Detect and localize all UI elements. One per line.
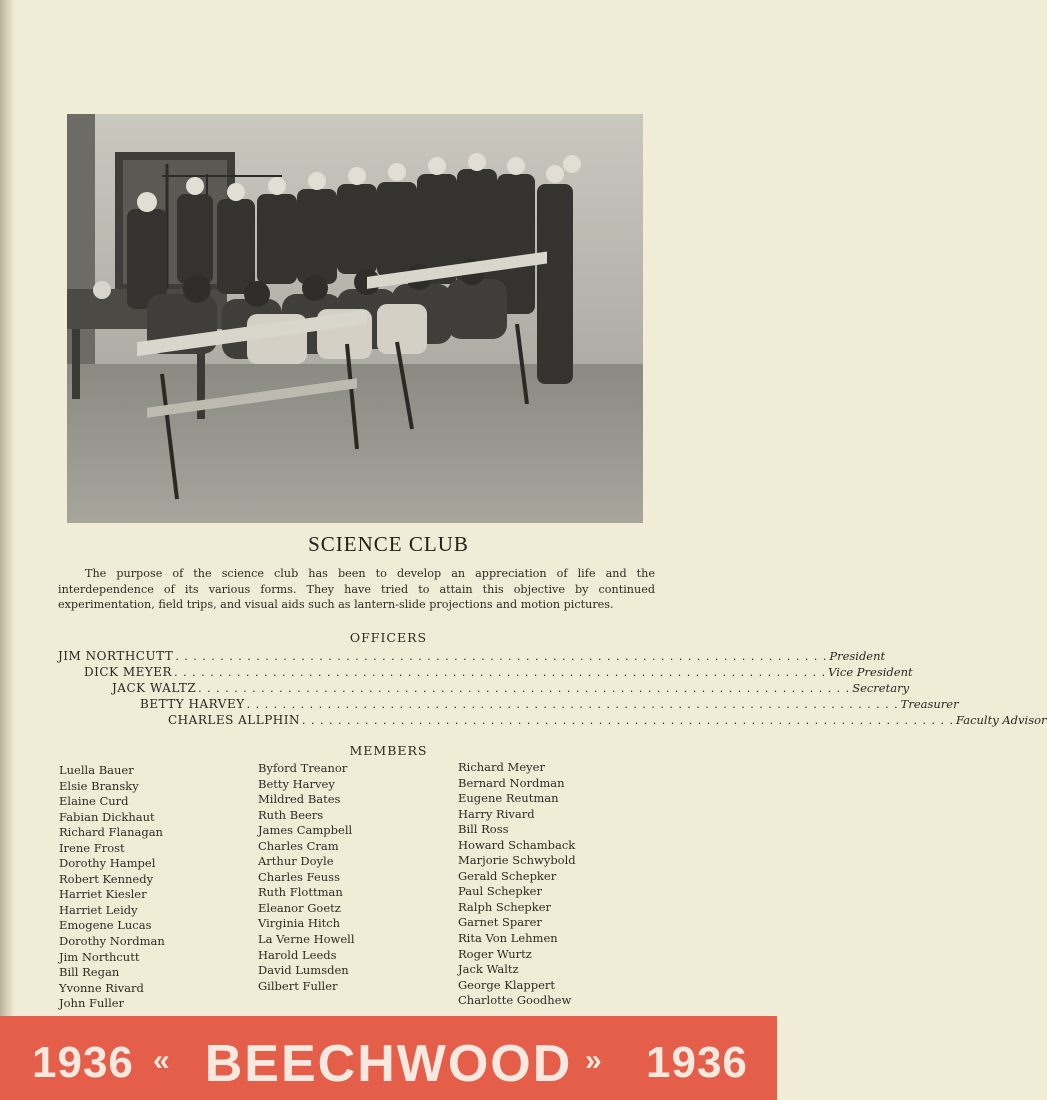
page-title: SCIENCE CLUB <box>308 532 469 556</box>
member-name: Gerald Schepker <box>458 868 557 883</box>
member-name: La Verne Howell <box>258 932 355 947</box>
member-name: Ruth Flottman <box>258 885 343 900</box>
member-name: Mildred Bates <box>258 792 341 807</box>
member-name: Charles Cram <box>258 838 339 853</box>
member-name: James Campbell <box>258 823 353 838</box>
leader-dots: . . . . . . . . . . . . . . . . . . . . . . . . . . . . . . . . . . . . . . . . . . . . . . . . . . . . . . . . . . . . . . . . . . . . . . . . . <box>302 714 955 727</box>
leader-dots: . . . . . . . . . . . . . . . . . . . . . . . . . . . . . . . . . . . . . . . . . . . . . . . . . . . . . . . . . . . . . . . . . . . . . . . . . <box>246 698 899 711</box>
leader-dots: . . . . . . . . . . . . . . . . . . . . . . . . . . . . . . . . . . . . . . . . . . . . . . . . . . . . . . . . . . . . . . . . . . . . . . . . . <box>175 650 828 663</box>
officer-row <box>140 697 959 713</box>
member-name: David Lumsden <box>258 963 349 978</box>
officer-name: CHARLES ALLPHIN <box>168 713 300 727</box>
member-name: Virginia Hitch <box>258 916 341 931</box>
member-name: Emogene Lucas <box>59 918 152 933</box>
member-name: Arthur Doyle <box>258 854 334 869</box>
officer-row <box>112 681 910 697</box>
member-name: Ralph Schepker <box>458 899 552 914</box>
member-name: Charlotte Goodhew <box>458 993 572 1008</box>
member-name: Harriet Leidy <box>59 902 138 917</box>
yearbook-footer-band <box>0 1016 777 1100</box>
member-name: Howard Schamback <box>458 837 576 852</box>
member-name: Byford Treanor <box>258 761 348 775</box>
member-name: Harold Leeds <box>258 947 337 962</box>
members-heading: MEMBERS <box>349 743 428 758</box>
member-name: Roger Wurtz <box>458 946 532 961</box>
member-name: Jim Northcutt <box>59 949 140 964</box>
member-name: Garnet Sparer <box>458 915 542 930</box>
members-column-1 <box>59 763 165 1012</box>
footer-year-left: 1936 <box>32 1038 134 1087</box>
member-name: Paul Schepker <box>458 884 542 899</box>
officer-name: DICK MEYER <box>84 665 173 679</box>
member-name: Fabian Dickhaut <box>59 809 155 824</box>
member-name: Elaine Curd <box>59 794 129 809</box>
officer-role: Secretary <box>852 681 910 695</box>
member-name: Eleanor Goetz <box>258 900 341 915</box>
member-name: Luella Bauer <box>59 763 134 777</box>
member-name: Harry Rivard <box>458 806 535 821</box>
officer-role: President <box>829 649 886 663</box>
officer-row <box>84 665 913 681</box>
officer-row <box>168 713 1047 729</box>
page-binding-edge <box>0 0 14 1020</box>
member-name: Betty Harvey <box>258 776 335 791</box>
member-name: Gilbert Fuller <box>258 978 338 993</box>
member-name: George Klappert <box>458 977 556 992</box>
leader-dots: . . . . . . . . . . . . . . . . . . . . . . . . . . . . . . . . . . . . . . . . . . . . . . . . . . . . . . . . . . . . . . . . . . . . . . . . . <box>174 666 827 679</box>
members-column-2 <box>258 761 355 994</box>
officer-name: BETTY HARVEY <box>140 697 245 711</box>
member-name: Elsie Bransky <box>59 778 139 793</box>
member-name: Jack Waltz <box>458 962 519 977</box>
officer-row <box>58 649 886 665</box>
member-name: Marjorie Schwybold <box>458 853 576 868</box>
member-name: Ruth Beers <box>258 807 324 822</box>
officer-role: Vice President <box>828 665 913 679</box>
member-name: Richard Meyer <box>458 760 545 774</box>
member-name: John Fuller <box>59 996 125 1011</box>
club-group-photo <box>67 114 643 523</box>
member-name: Dorothy Hampel <box>59 856 156 871</box>
member-name: Irene Frost <box>59 840 125 855</box>
member-name: Harriet Kiesler <box>59 887 147 902</box>
footer-quote-right: » <box>585 1044 602 1077</box>
officer-role: Faculty Advisor <box>956 713 1047 727</box>
member-name: Bill Regan <box>59 965 120 980</box>
leader-dots: . . . . . . . . . . . . . . . . . . . . . . . . . . . . . . . . . . . . . . . . . . . . . . . . . . . . . . . . . . . . . . . . . . . . . . . . . <box>198 682 851 695</box>
members-column-3 <box>458 760 576 1009</box>
officers-heading: OFFICERS <box>349 630 428 645</box>
member-name: Charles Feuss <box>258 869 340 884</box>
footer-yearbook-name: BEECHWOOD <box>204 1035 573 1093</box>
member-name: Yvonne Rivard <box>59 980 144 995</box>
member-name: Eugene Reutman <box>458 791 559 806</box>
intro-paragraph: The purpose of the science club has been to develop an appreciation of life and the interdependence of its various forms. They have tried to attain this objective by continued experimentation, field trips, and visual aids such as lantern-slide projections and motion pictures. <box>58 567 655 611</box>
member-name: Richard Flanagan <box>59 825 163 840</box>
member-name: Dorothy Nordman <box>59 934 165 949</box>
officer-name: JACK WALTZ <box>112 681 197 695</box>
member-name: Bill Ross <box>458 822 509 837</box>
member-name: Bernard Nordman <box>458 775 565 790</box>
member-name: Rita Von Lehmen <box>458 931 558 946</box>
footer-quote-left: « <box>153 1044 170 1077</box>
officer-name: JIM NORTHCUTT <box>58 649 174 663</box>
footer-year-right: 1936 <box>646 1038 748 1087</box>
officer-role: Treasurer <box>900 697 959 711</box>
member-name: Robert Kennedy <box>59 871 154 886</box>
